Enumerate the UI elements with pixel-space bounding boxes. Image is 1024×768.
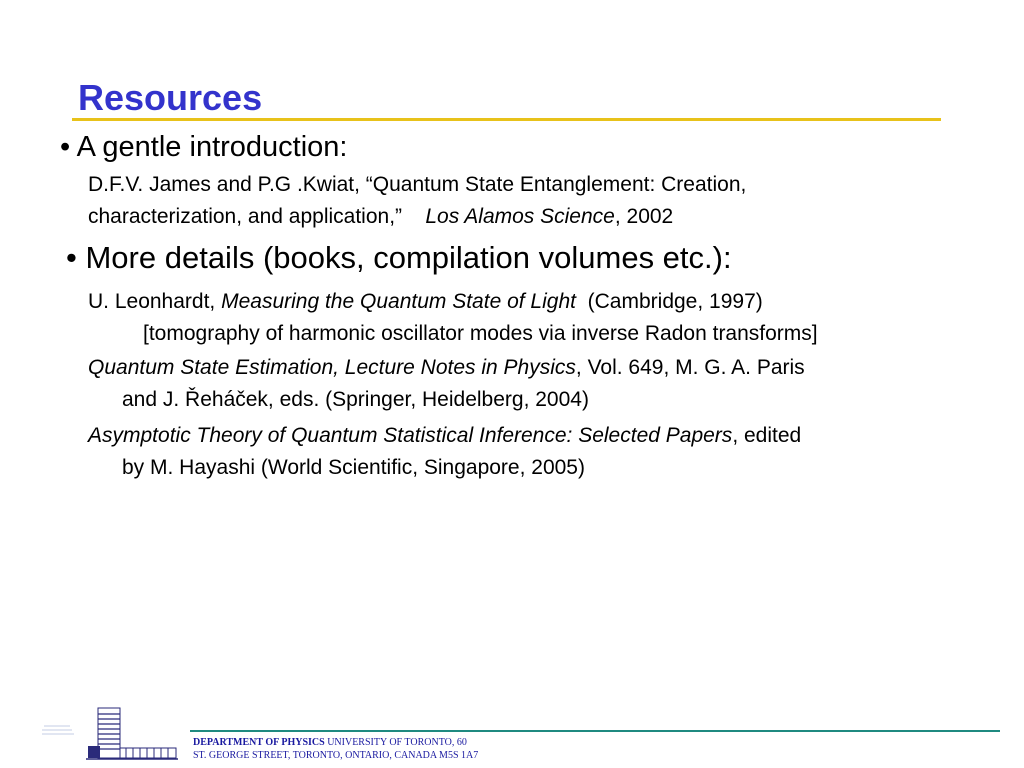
footer-divider <box>190 730 1000 732</box>
reference-details-continued: by M. Hayashi (World Scientific, Singapore, 2005) <box>122 456 585 479</box>
reference-details: , Vol. 649, M. G. A. Paris <box>575 356 805 379</box>
bullet-marker: • <box>66 240 77 275</box>
book-title: Asymptotic Theory of Quantum Statistical Inference: Selected Papers <box>88 424 733 447</box>
department-name: DEPARTMENT OF PHYSICS <box>193 737 325 748</box>
reference-james-kwiat <box>88 169 968 233</box>
reference-details-continued: and J. Řeháček, eds. (Springer, Heidelberg, 2004) <box>122 388 589 411</box>
book-title: Quantum State Estimation, Lecture Notes in Physics <box>88 356 576 379</box>
reference-paris-rehacek <box>88 352 978 416</box>
title-underline <box>72 118 941 121</box>
reference-year: , 2002 <box>614 205 674 228</box>
slide-title: Resources <box>78 77 263 118</box>
bullet-text: More details (books, compilation volumes etc.): <box>85 240 732 275</box>
reference-note: [tomography of harmonic oscillator modes via inverse Radon transforms] <box>143 322 818 345</box>
reference-line: characterization, and application,” <box>88 205 403 228</box>
reference-hayashi <box>88 420 978 484</box>
reference-line: D.F.V. James and P.G .Kwiat, “Quantum State Entanglement: Creation, <box>88 173 747 196</box>
bullet-text: A gentle introduction: <box>76 131 348 163</box>
footer-address-line1: UNIVERSITY OF TORONTO, 60 <box>327 737 467 748</box>
book-title: Measuring the Quantum State of Light <box>221 290 576 313</box>
building-logo-icon <box>36 704 186 762</box>
bullet-marker: • <box>60 131 71 163</box>
bullet-gentle-introduction <box>60 128 347 166</box>
footer-address-line2: ST. GEORGE STREET, TORONTO, ONTARIO, CANADA M5S 1A7 <box>193 750 479 761</box>
journal-title: Los Alamos Science <box>425 205 615 228</box>
reference-author: U. Leonhardt, <box>88 290 222 313</box>
footer-address <box>193 736 478 762</box>
reference-leonhardt <box>88 286 988 350</box>
reference-publisher: (Cambridge, 1997) <box>575 290 763 313</box>
bullet-more-details <box>66 238 732 278</box>
reference-details: , edited <box>732 424 802 447</box>
